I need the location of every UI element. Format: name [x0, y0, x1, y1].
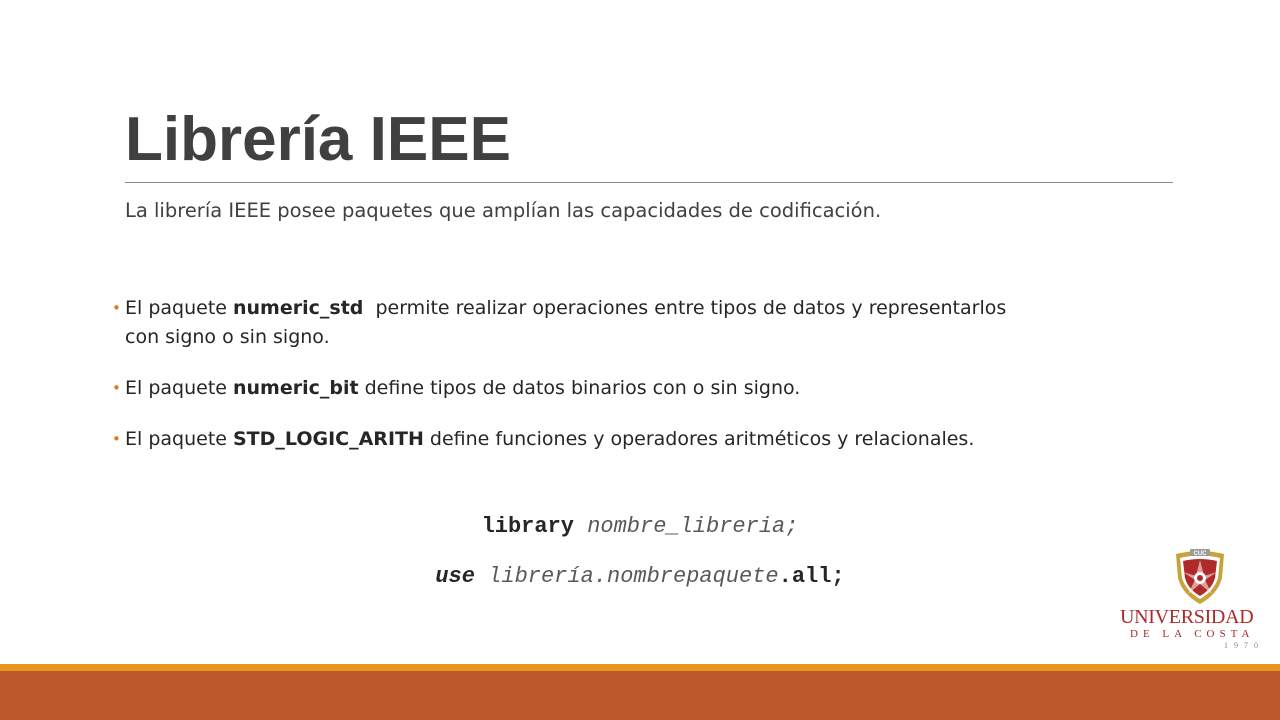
bullet-keyword: numeric_bit [233, 377, 359, 399]
university-logo [1120, 546, 1270, 656]
bullet-keyword: STD_LOGIC_ARITH [233, 428, 424, 450]
code-line-library [0, 514, 1280, 539]
code-keyword: library [481, 514, 574, 539]
slide-subtitle: La librería IEEE posee paquetes que amplían las capacidades de codificación. [125, 199, 882, 222]
title-divider [125, 182, 1173, 183]
bullet-dot-icon: • [112, 430, 121, 448]
bullet-prefix: El paquete [125, 428, 233, 450]
bullet-dot-icon: • [112, 379, 121, 397]
bullet-prefix: El paquete [125, 377, 233, 399]
bullet-prefix: El paquete [125, 297, 233, 319]
code-argument: nombre_libreria; [587, 514, 799, 539]
footer-accent-bar [0, 664, 1280, 671]
slide-title: Librería IEEE [125, 105, 511, 174]
footer-bar [0, 671, 1280, 720]
bullet-suffix: define funciones y operadores aritméticos y relacionales. [423, 428, 975, 450]
bullet-dot-icon: • [112, 299, 121, 317]
logo-year: 1970 [1224, 641, 1264, 650]
code-keyword: use [435, 564, 475, 589]
shield-icon [1170, 546, 1230, 606]
code-suffix: .all; [778, 564, 845, 589]
bullet-suffix: define tipos de datos binarios con o sin signo. [358, 377, 801, 399]
bullet-item-numeric-std [112, 294, 1148, 352]
bullet-suffix: permite realizar operaciones entre tipos de datos y representarlos [363, 297, 1007, 319]
bullet-continuation: con signo o sin signo. [125, 326, 330, 348]
logo-name: UNIVERSIDAD [1120, 606, 1254, 628]
logo-badge: CUC [1193, 551, 1207, 557]
code-argument: librería.nombrepaquete [488, 564, 779, 589]
bullet-keyword: numeric_std [233, 297, 364, 319]
code-line-use [0, 564, 1280, 589]
bullet-list [112, 294, 1148, 476]
bullet-item-std-logic-arith [112, 425, 1148, 454]
logo-subtitle: DE LA COSTA [1130, 628, 1255, 640]
bullet-item-numeric-bit [112, 374, 1148, 403]
